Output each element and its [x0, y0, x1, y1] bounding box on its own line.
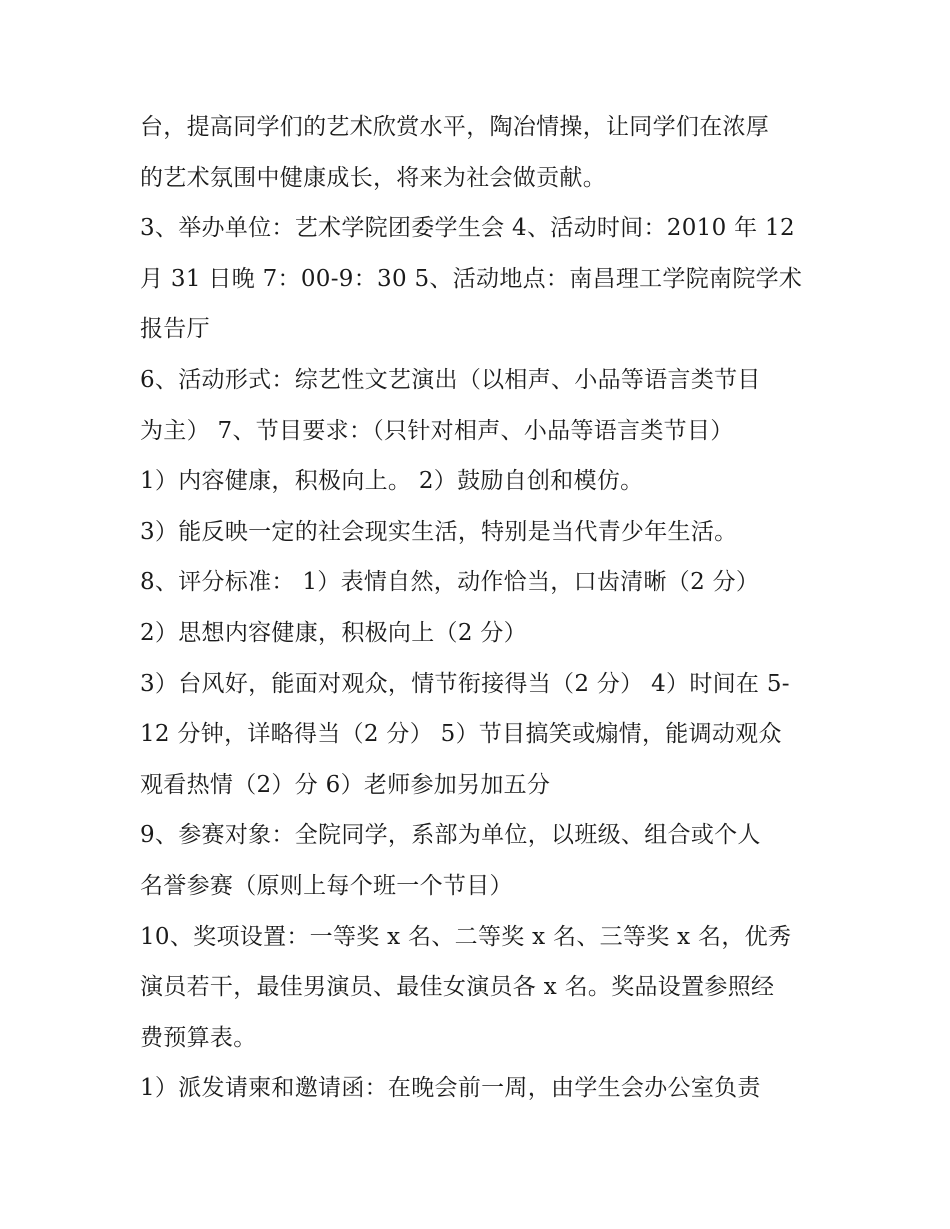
text-line: 名誉参赛（原则上每个班一个节目）: [140, 872, 513, 899]
text-line: 3）台风好，能面对观众，情节衔接得当（2 分） 4）时间在 5-: [140, 670, 790, 697]
text-line: 8、评分标准： 1）表情自然，动作恰当，口齿清晰（2 分）: [140, 569, 760, 596]
text-line: 观看热情（2）分 6）老师参加另加五分: [140, 771, 551, 798]
document-body: [140, 102, 820, 1114]
text-line: 为主） 7、节目要求：（只针对相声、小品等语言类节目）: [140, 417, 734, 444]
text-line: 1）内容健康，积极向上。 2）鼓励自创和模仿。: [140, 468, 644, 495]
text-line: 月 31 日晚 7：00-9：30 5、活动地点：南昌理工学院南院学术: [140, 265, 803, 292]
text-line: 1）派发请柬和邀请函：在晚会前一周，由学生会办公室负责: [140, 1075, 761, 1102]
text-line: 3）能反映一定的社会现实生活，特别是当代青少年生活。: [140, 518, 738, 545]
text-line: 费预算表。: [140, 1024, 257, 1051]
text-line: 台，提高同学们的艺术欣赏水平，陶冶情操，让同学们在浓厚: [140, 114, 770, 140]
text-line: 报告厅: [140, 316, 210, 343]
text-line: 2）思想内容健康，积极向上（2 分）: [140, 619, 527, 646]
text-line: 的艺术氛围中健康成长，将来为社会做贡献。: [140, 164, 606, 191]
text-line: 6、活动形式：综艺性文艺演出（以相声、小品等语言类节目: [140, 366, 761, 393]
text-line: 9、参赛对象：全院同学，系部为单位，以班级、组合或个人: [140, 822, 761, 849]
text-line: 3、举办单位：艺术学院团委学生会 4、活动时间：2010 年 12: [140, 215, 795, 242]
text-line: 10、奖项设置：一等奖 x 名、二等奖 x 名、三等奖 x 名，优秀: [140, 923, 792, 950]
text-line: 演员若干，最佳男演员、最佳女演员各 x 名。奖品设置参照经: [140, 974, 775, 1001]
text-line: 12 分钟，详略得当（2 分） 5）节目搞笑或煽情，能调动观众: [140, 721, 782, 748]
